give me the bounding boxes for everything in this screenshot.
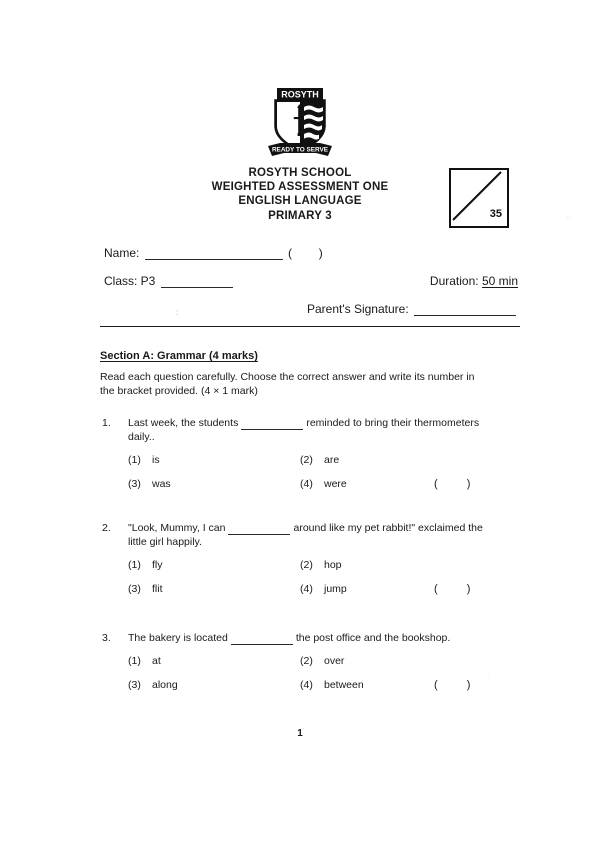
question-1-options bbox=[100, 454, 500, 502]
question-3-option-row-1 bbox=[100, 655, 500, 679]
question-3-text-before: The bakery is located bbox=[128, 632, 228, 644]
question-3-option-1[interactable] bbox=[128, 655, 161, 667]
candidate-particulars bbox=[104, 246, 518, 330]
question-2-text-before: "Look, Mummy, I can bbox=[128, 522, 226, 534]
question-2-option-2[interactable] bbox=[300, 559, 342, 571]
question-2-option-row-2 bbox=[100, 583, 500, 607]
question-2-option-1[interactable] bbox=[128, 559, 163, 571]
question-2-option-row-1 bbox=[100, 559, 500, 583]
scan-artifact-q3: · bbox=[487, 672, 490, 679]
question-3-option-4-text: between bbox=[324, 679, 364, 691]
question-3-option-4[interactable] bbox=[300, 679, 364, 691]
question-3-number: 3. bbox=[102, 632, 111, 644]
question-2-option-4-text: jump bbox=[324, 583, 347, 595]
signature-cell bbox=[307, 302, 518, 316]
question-3-option-2[interactable] bbox=[300, 655, 344, 667]
rosyth-school-crest-icon bbox=[264, 86, 336, 162]
question-2-option-2-text: hop bbox=[324, 559, 342, 571]
duration-label: Duration: bbox=[429, 274, 479, 288]
question-1-option-row-1 bbox=[100, 454, 500, 478]
name-index-close: ) bbox=[318, 246, 323, 260]
question-3-option-3-text: along bbox=[152, 679, 178, 691]
question-2-option-3-text: flit bbox=[152, 583, 163, 595]
question-3-options bbox=[100, 655, 500, 703]
question-3-option-2-label: (2) bbox=[300, 655, 313, 667]
duration-value: 50 min bbox=[481, 274, 518, 288]
header-divider bbox=[100, 326, 520, 327]
question-3-option-4-label: (4) bbox=[300, 679, 313, 691]
question-1 bbox=[100, 416, 500, 502]
scan-speck: : bbox=[176, 308, 179, 317]
class-input[interactable] bbox=[161, 276, 233, 288]
question-3-option-3[interactable] bbox=[128, 679, 178, 691]
question-1-option-2-label: (2) bbox=[300, 454, 313, 466]
question-1-stem bbox=[100, 416, 500, 444]
question-1-option-1-label: (1) bbox=[128, 454, 141, 466]
crest-motto: READY TO SERVE bbox=[271, 146, 329, 154]
svg-text:ROSYTH: ROSYTH bbox=[281, 89, 319, 100]
question-1-option-4-label: (4) bbox=[300, 478, 313, 490]
question-1-option-row-2 bbox=[100, 478, 500, 502]
question-1-option-3[interactable] bbox=[128, 478, 171, 490]
scan-artifact-right: ·· bbox=[566, 214, 571, 221]
question-2-option-3[interactable] bbox=[128, 583, 163, 595]
question-1-answer-bracket[interactable]: ( ) bbox=[434, 478, 484, 490]
paper-title-block bbox=[0, 166, 600, 223]
question-1-blank[interactable] bbox=[241, 419, 303, 430]
question-2-option-4-label: (4) bbox=[300, 583, 313, 595]
question-3-option-3-label: (3) bbox=[128, 679, 141, 691]
question-2-option-4[interactable] bbox=[300, 583, 347, 595]
question-3 bbox=[100, 631, 500, 703]
question-1-option-3-label: (3) bbox=[128, 478, 141, 490]
question-2-option-1-text: fly bbox=[152, 559, 163, 571]
section-a-instructions: Read each question carefully. Choose the correct answer and write its number in the bracket provided. (4 × 1 mark) bbox=[100, 371, 475, 397]
index-number-input[interactable] bbox=[297, 249, 313, 260]
question-3-option-2-text: over bbox=[324, 655, 345, 667]
question-2-option-1-label: (1) bbox=[128, 559, 141, 571]
total-marks-box bbox=[449, 168, 509, 228]
school-crest-container bbox=[0, 86, 600, 162]
question-1-text-before: Last week, the students bbox=[128, 417, 239, 429]
question-2-text-after: around like my pet rabbit!" exclaimed the little girl happily. bbox=[128, 522, 483, 548]
question-3-text-after: the post office and the bookshop. bbox=[295, 632, 451, 644]
title-line-assessment: WEIGHTED ASSESSMENT ONE bbox=[211, 181, 389, 194]
question-1-option-1-text: is bbox=[152, 454, 160, 466]
question-2-number: 2. bbox=[102, 522, 111, 534]
question-1-text-after: reminded to bring their thermometers daily.. bbox=[128, 417, 480, 443]
page-number: 1 bbox=[297, 728, 303, 739]
question-1-option-2-text: are bbox=[324, 454, 340, 466]
name-index-open: ( bbox=[288, 246, 293, 260]
question-3-stem bbox=[100, 631, 500, 645]
question-1-option-3-text: was bbox=[152, 478, 171, 490]
question-2-blank[interactable] bbox=[228, 524, 290, 535]
title-line-level: PRIMARY 3 bbox=[268, 209, 332, 222]
name-label: Name: bbox=[104, 246, 140, 260]
signature-input[interactable] bbox=[414, 304, 516, 316]
question-3-option-row-2 bbox=[100, 679, 500, 703]
question-3-option-1-text: at bbox=[152, 655, 161, 667]
question-2-stem bbox=[100, 521, 500, 549]
signature-label: Parent's Signature: bbox=[306, 302, 409, 316]
title-line-subject: ENGLISH LANGUAGE bbox=[238, 195, 362, 208]
question-1-option-4-text: were bbox=[324, 478, 347, 490]
question-3-blank[interactable] bbox=[231, 634, 293, 645]
name-input[interactable] bbox=[145, 248, 283, 260]
question-2 bbox=[100, 521, 500, 607]
duration-cell bbox=[430, 274, 518, 288]
title-line-school: ROSYTH SCHOOL bbox=[248, 167, 352, 179]
question-2-answer-bracket[interactable]: ( ) bbox=[434, 583, 484, 595]
question-1-option-4[interactable] bbox=[300, 478, 347, 490]
class-duration-row bbox=[104, 274, 518, 302]
question-2-option-3-label: (3) bbox=[128, 583, 141, 595]
question-1-option-1[interactable] bbox=[128, 454, 160, 466]
question-1-option-2[interactable] bbox=[300, 454, 339, 466]
class-label: Class: P3 bbox=[104, 274, 156, 288]
question-3-answer-bracket[interactable]: ( ) bbox=[434, 679, 484, 691]
question-2-option-2-label: (2) bbox=[300, 559, 313, 571]
question-1-number: 1. bbox=[102, 417, 111, 429]
name-row bbox=[104, 246, 518, 274]
question-2-options bbox=[100, 559, 500, 607]
section-a-heading: Section A: Grammar (4 marks) bbox=[100, 350, 258, 362]
total-marks-value: 35 bbox=[489, 208, 502, 220]
question-3-option-1-label: (1) bbox=[128, 655, 141, 667]
